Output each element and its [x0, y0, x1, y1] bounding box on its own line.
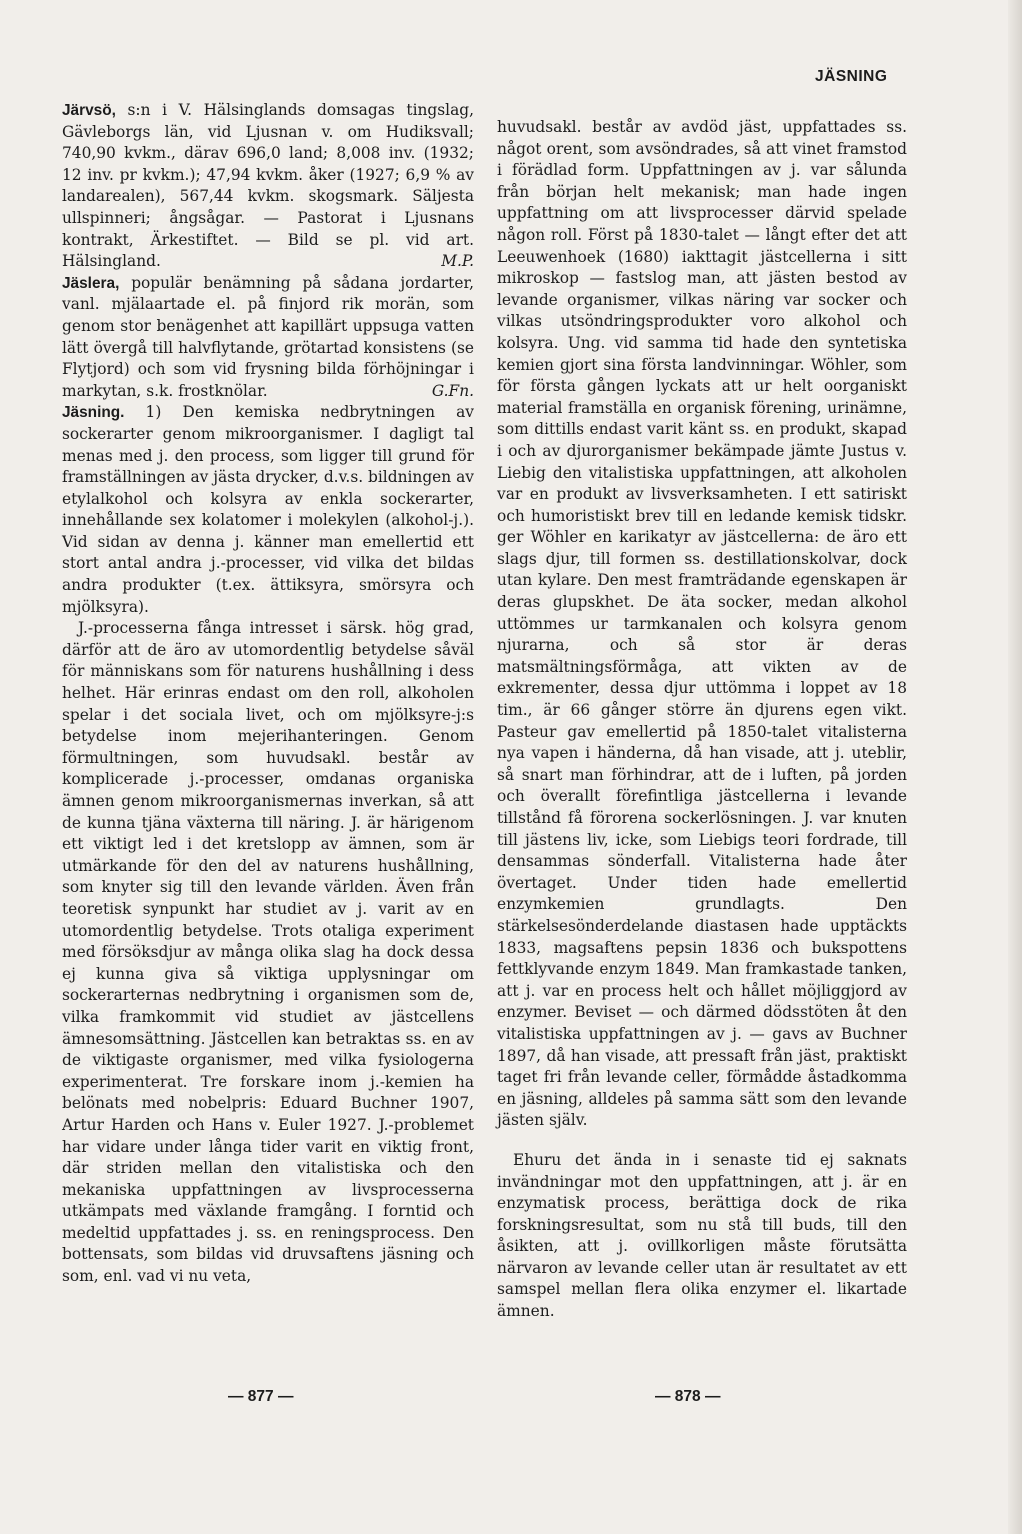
page-number-right: — 878 — — [655, 1388, 721, 1405]
entry-text: 1) Den kemiska nedbrytningen av sockerarter genom mikroorganismer. I dagligt tal menas med j. den process, som ligger till grund för framställningen av jästa drycker, d.v.s. bildningen av etylalkohol och kolsyra av enkla sockerarter, innehållande sex kolatomer i molekylen (alkohol-j.). Vid sidan av denna j. känner man emellertid ett stort antal andra j.-processer, vid vilka det bildas andra produkter (t.ex. ättiksyra, smörsyra och mjölksyra). — [62, 403, 474, 616]
entry-text: s:n i V. Hälsinglands domsagas tingslag, Gävleborgs län, vid Ljusnan v. om Hudiksvall; 740,90 kvkm., därav 696,0 land; 8,008 inv. (1932; 12 inv. pr kvkm.); 47,94 kvkm. åker (1927; 6,9 % av landarealen), 567,44 kvkm. skogsmark. Säljesta ullspinneri; ångsågar. — Pastorat i Ljusnans kontrakt, Ärkestiftet. — Bild se pl. vid art. Hälsingland. — [62, 101, 474, 271]
entry-headword: Järvsö, — [62, 102, 116, 119]
page-number-left: — 877 — — [228, 1388, 294, 1405]
running-header: JÄSNING — [815, 68, 888, 85]
entry-jaslera — [62, 273, 474, 403]
entry-headword: Jäslera, — [62, 274, 120, 292]
body-paragraph: huvudsakl. består av avdöd jäst, uppfattades ss. något orent, som avsöndrades, så att vinet framstod i förädlad form. Uppfattningen av j. var sålunda från början helt mekanisk; man hade ingen uppfattning om att livsprocesser därvid spelade någon roll. Först på 1830-talet — långt efter det att Leeuwenhoek (1680) iakttagit jästcellerna i sitt mikroskop — fastslog man, att jästen bestod av levande organismer, vilkas näring var socker och vilkas utsöndringsprodukter voro alkohol och kolsyra. Ung. vid samma tid hade den syntetiska kemien gjort sina första landvinningar. Wöhler, som för första gången lyckats att ur helt oorganiskt material framställa en organisk förening, urinämne, som dittills endast varit känt ss. en produkt, skapad i och av djurorganismer bekämpade jämte Justus v. Liebig den vitalistiska uppfattningen, att alkoholen var en produkt av livsverksamheten. I ett satiriskt och humoristiskt brev till en ledande kemisk tidskr. ger Wöhler en karikatyr av jästcellerna: de äro ett slags djur, till formen ss. destillationskolvar, dock utan kylare. Den mest framträdande egenskapen är deras glupskhet. De äta socker, medan alkohol uttömmes ur tarmkanalen och kolsyra genom njurarna, och så stor är deras matsmältningsförmåga, att vikten av de exkrementer, dessa djur uttömma i loppet av 18 tim., är 66 gånger större än djurens egen vikt. Pasteur gav emellertid på 1850-talet vitalisterna nya vapen i händerna, då han visade, att j. uteblir, så snart man förhindrar, att de i luften, på jorden och överallt förefintliga jästcellerna i levande tillstånd få förorena sockerlösningen. J. var knuten till jästens liv, icke, som Liebigs teori fordrade, till densammas sönderfall. Vitalisterna hade åter övertaget. Under tiden hade emellertid enzymkemien grundlagts. Den stärkelsesönderdelande diastasen hade upptäckts 1833, magsaftens pepsin 1836 och bukspottens fettklyvande enzym 1849. Man framkastade tanken, att j. var en process helt och hållet möjliggjord av enzymer. Beviset — och därmed dödsstöten åt den vitalistiska uppfattningen av j. — gavs av Buchner 1897, då han visade, att pressaft från jäst, praktiskt taget fri från levande celler, förmådde åstadkomma en jäsning, alldeles på samma sätt som den levande jästen själv. — [497, 118, 907, 1130]
entry-jasning — [62, 402, 474, 618]
page-fold-shadow — [1008, 0, 1022, 1534]
body-paragraph: J.-processerna fånga intresset i särsk. hög grad, därför att de äro av utomordentlig betydelse såväl för människans som för naturens hushållning i dess helhet. Här erinras endast om den roll, alkoholen spelar i det sociala livet, och om mjölksyre-j:s betydelse inom mejerihanteringen. Genom förmultningen, som huvudsakl. består av komplicerade j.-processer, omdanas organiska ämnen genom mikroorganismernas inverkan, så att de kunna tjäna växterna till näring. J. är härigenom ett viktigt led i det kretslopp av ämnen, som är utmärkande för den del av naturens hushållning, som knyter sig till den levande världen. Även från teoretisk synpunkt har studiet av j. varit av en utomordentlig betydelse. Trots otaliga experiment med försöksdjur av många olika slag ha dock dessa ej kunna giva så viktiga upplysningar om sockerarternas nedbrytning i organismen som de, vilka framkommit vid studiet av jästcellens ämnesomsättning. Jästcellen kan betraktas ss. en av de viktigaste organismer, med vilka fysiologerna experimenterat. Tre forskare inom j.-kemien ha belönats med nobelpris: Eduard Buchner 1907, Artur Harden och Hans v. Euler 1927. J.-problemet har vidare under långa tider varit en viktig front, där striden mellan den vitalistiska och den mekaniska uppfattningen av livsprocesserna utkämpats med växlande framgång. I forntid och medeltid uppfattades j. ss. en reningsprocess. Den bottensats, som bildas vid druvsaftens jäsning och som, enl. vad vi nu veta, — [62, 619, 474, 1286]
author-signature: G.Fn. — [431, 381, 474, 400]
entry-headword: Jäsning. — [62, 404, 125, 422]
entry-jarvso — [62, 100, 474, 273]
right-column — [497, 117, 907, 1323]
left-column — [62, 100, 474, 1288]
entry-text: populär benämning på sådana jordarter, vanl. mjälaartade el. på finjord rik morän, som genom stor benägenhet att kapillärt uppsuga vatten lätt övergå till halvflytande, grötartad konsistens (se Flytjord) och som vid frysning bilda förhöjningar i markytan, s.k. frostknölar. — [62, 273, 474, 400]
author-signature: M.P. — [441, 252, 474, 271]
body-paragraph: Ehuru det ända in i senaste tid ej saknats invändningar mot den uppfattningen, att j. är en enzymatisk process, berättiga dock de rika forskningsresultat, som nu stå till buds, till den åsikten, att j. ovillkorligen måste förutsätta närvaron av levande celler utan är resultatet av ett samspel mellan flera olika enzymer el. likartade ämnen. — [497, 1150, 907, 1321]
